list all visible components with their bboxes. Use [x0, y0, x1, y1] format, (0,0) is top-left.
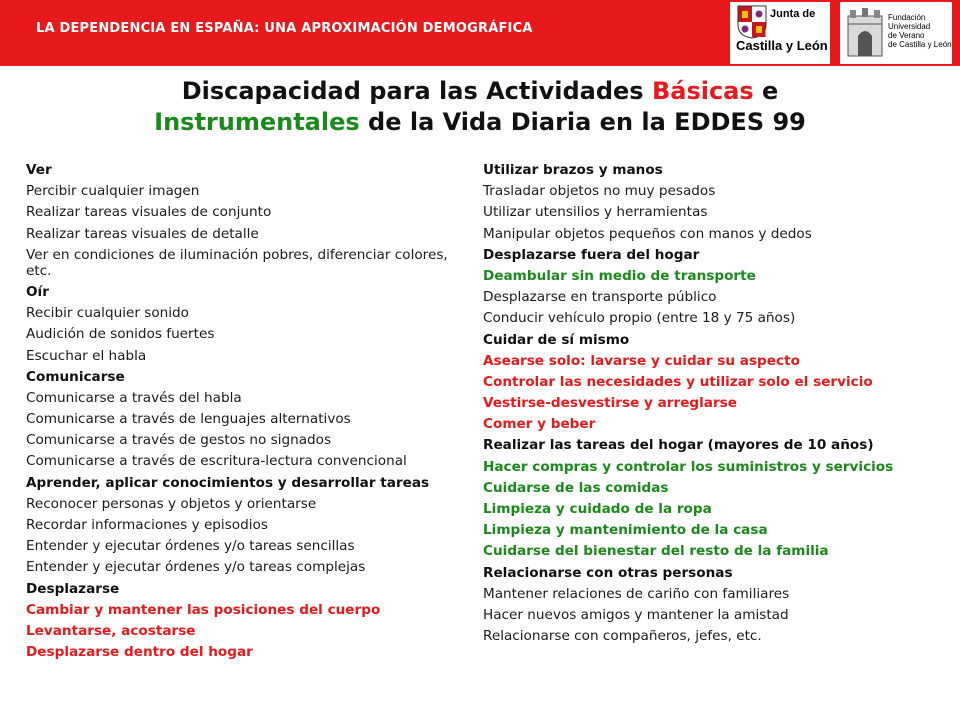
list-item: Cambiar y mantener las posiciones del cuerpo — [26, 601, 381, 618]
jcyl-line2: Castilla y León — [736, 38, 828, 53]
list-item: Limpieza y cuidado de la ropa — [483, 501, 712, 517]
list-item: Realizar tareas visuales de detalle — [26, 225, 259, 242]
list-item: Entender y ejecutar órdenes y/o tareas sencillas — [26, 538, 355, 555]
list-item: Cuidarse del bienestar del resto de la familia — [483, 543, 829, 560]
list-item: Reconocer personas y objetos y orientarse — [26, 495, 317, 512]
list-item: Recordar informaciones y episodios — [26, 517, 268, 533]
header-bar — [0, 0, 960, 66]
list-item: Percibir cualquier imagen — [26, 183, 200, 200]
list-item: Realizar tareas visuales de conjunto — [26, 204, 272, 221]
title-instrumentales: Instrumentales — [154, 108, 360, 136]
title-part: e — [753, 77, 779, 105]
fund-line: Fundación — [888, 13, 926, 22]
fundacion-universidad-logo — [840, 2, 952, 64]
list-item: Asearse solo: lavarse y cuidar su aspecto — [483, 352, 800, 369]
arch-building-icon — [846, 6, 884, 58]
fund-line: de Verano — [888, 31, 925, 40]
list-heading: Cuidar de sí mismo — [483, 331, 630, 348]
list-item: Comunicarse a través del habla — [26, 389, 242, 406]
list-item: Utilizar utensilios y herramientas — [483, 204, 708, 221]
list-item: Escuchar el habla — [26, 347, 147, 364]
list-item: Entender y ejecutar órdenes y/o tareas complejas — [26, 559, 366, 576]
list-heading: Desplazarse — [26, 580, 120, 597]
list-item: Recibir cualquier sonido — [26, 305, 189, 322]
right-column-activity-list — [483, 162, 943, 649]
list-item: Comer y beber — [483, 416, 596, 433]
title-part: de la Vida Diaria en la EDDES 99 — [359, 108, 806, 136]
list-item: Desplazarse en transporte público — [483, 289, 717, 306]
list-item: Levantarse, acostarse — [26, 622, 196, 639]
title-basicas: Básicas — [651, 77, 754, 105]
fund-line: de Castilla y León — [888, 40, 952, 49]
fundacion-text — [888, 13, 952, 49]
list-item: Hacer nuevos amigos y mantener la amistad — [483, 606, 789, 623]
list-item: Comunicarse a través de lenguajes alternativos — [26, 411, 351, 428]
list-heading: Aprender, aplicar conocimientos y desarrollar tareas — [26, 474, 430, 491]
list-item: Conducir vehículo propio (entre 18 y 75 años) — [483, 310, 796, 327]
title-part: Discapacidad para las Actividades — [181, 77, 652, 105]
list-heading: Relacionarse con otras personas — [483, 564, 733, 581]
list-item: Desplazarse dentro del hogar — [26, 644, 253, 661]
list-item: Controlar las necesidades y utilizar solo el servicio — [483, 373, 873, 390]
list-item: Cuidarse de las comidas — [483, 479, 669, 496]
slide-title — [0, 76, 960, 138]
list-item: Comunicarse a través de gestos no signados — [26, 432, 332, 449]
list-item: Relacionarse con compañeros, jefes, etc. — [483, 628, 762, 645]
list-item: Ver en condiciones de iluminación pobres, diferenciar colores, etc. — [26, 246, 448, 279]
list-item: Trasladar objetos no muy pesados — [483, 183, 716, 200]
list-item: Deambular sin medio de transporte — [483, 267, 756, 284]
junta-castilla-leon-logo — [730, 2, 830, 64]
list-heading: Oír — [26, 283, 49, 300]
list-heading: Comunicarse — [26, 368, 125, 385]
list-item: Vestirse-desvestirse y arreglarse — [483, 395, 737, 412]
jcyl-line1: Junta de — [770, 8, 816, 20]
list-item: Manipular objetos pequeños con manos y dedos — [483, 225, 812, 242]
fund-line: Universidad — [888, 22, 931, 31]
list-heading: Ver — [26, 162, 52, 178]
list-heading: Utilizar brazos y manos — [483, 162, 663, 178]
list-heading: Desplazarse fuera del hogar — [483, 246, 700, 263]
list-item: Audición de sonidos fuertes — [26, 326, 215, 343]
header-title: LA DEPENDENCIA EN ESPAÑA: UNA APROXIMACIÓN DEMOGRÁFICA — [36, 21, 533, 36]
list-item: Limpieza y mantenimiento de la casa — [483, 522, 768, 539]
list-item: Hacer compras y controlar los suministros y servicios — [483, 458, 894, 475]
list-item: Mantener relaciones de cariño con familiares — [483, 585, 790, 602]
list-item: Comunicarse a través de escritura-lectura convencional — [26, 453, 407, 470]
left-column-activity-list — [26, 162, 462, 665]
list-heading: Realizar las tareas del hogar (mayores de 10 años) — [483, 437, 874, 454]
coat-of-arms-icon — [737, 5, 767, 39]
